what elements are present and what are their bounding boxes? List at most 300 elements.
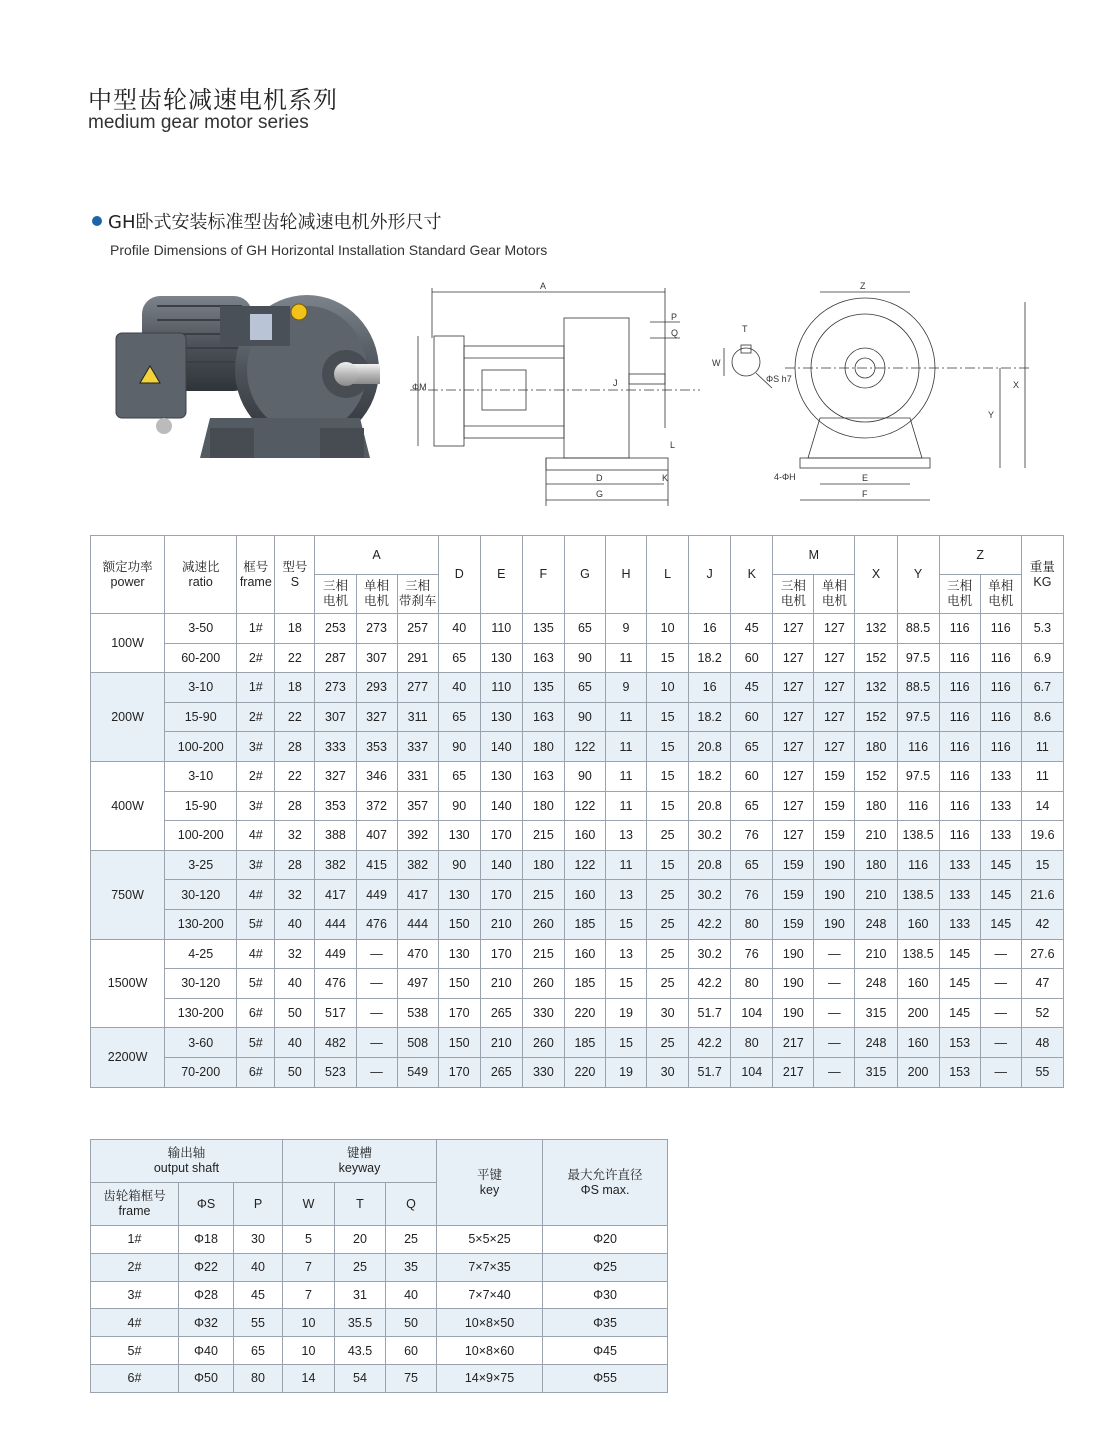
- table-cell: 116: [980, 643, 1021, 673]
- table-cell: 110: [480, 614, 522, 644]
- table-cell: 60: [386, 1337, 437, 1365]
- table-cell: 48: [1021, 1028, 1063, 1058]
- table-cell: 1#: [237, 614, 275, 644]
- table-cell: 307: [356, 643, 397, 673]
- table-cell: 170: [480, 880, 522, 910]
- table-cell: 287: [315, 643, 356, 673]
- table-cell: 19: [605, 1057, 646, 1087]
- table-cell: 538: [397, 998, 438, 1028]
- table-cell: 35: [386, 1253, 437, 1281]
- table-cell: 122: [564, 850, 605, 880]
- table-cell: 42.2: [689, 969, 731, 999]
- table-cell: 180: [522, 732, 564, 762]
- svg-text:D: D: [596, 473, 603, 483]
- table-cell: —: [356, 939, 397, 969]
- table-cell: —: [980, 1057, 1021, 1087]
- table-cell: 65: [731, 850, 773, 880]
- table-cell: 4#: [91, 1309, 179, 1337]
- table-cell: 145: [980, 850, 1021, 880]
- header-t: T: [335, 1183, 386, 1226]
- table-cell: 25: [647, 909, 689, 939]
- table-cell: Φ28: [179, 1281, 234, 1309]
- svg-text:W: W: [712, 358, 721, 368]
- table-cell: 417: [397, 880, 438, 910]
- svg-text:G: G: [596, 489, 604, 499]
- table-cell: 18: [275, 614, 315, 644]
- table-cell: 417: [315, 880, 356, 910]
- table-cell: 15: [647, 732, 689, 762]
- table-cell: 150: [438, 909, 480, 939]
- table-row: [91, 1309, 668, 1337]
- header-j: J: [689, 536, 731, 614]
- table-cell: 132: [855, 673, 897, 703]
- table-cell: 150: [438, 969, 480, 999]
- header-a-sub: 三相 带刹车: [397, 575, 438, 614]
- table-cell: 190: [773, 969, 814, 999]
- table-cell: 1#: [91, 1226, 179, 1254]
- table-cell: 327: [315, 761, 356, 791]
- table-cell: 40: [275, 909, 315, 939]
- table-cell: 65: [438, 702, 480, 732]
- table-cell: 60-200: [165, 643, 237, 673]
- table-cell: 54: [335, 1364, 386, 1392]
- table-cell: 40: [275, 969, 315, 999]
- table-cell: 132: [855, 614, 897, 644]
- table-cell: 449: [315, 939, 356, 969]
- svg-text:E: E: [862, 473, 869, 483]
- table-cell: 3#: [237, 850, 275, 880]
- table-cell: 152: [855, 643, 897, 673]
- table-cell: Φ25: [543, 1253, 668, 1281]
- table-row: [91, 998, 1064, 1028]
- table-cell: 215: [522, 821, 564, 851]
- table-cell: —: [814, 939, 855, 969]
- table-cell: 260: [522, 909, 564, 939]
- table-cell: 14×9×75: [437, 1364, 543, 1392]
- table-cell: 110: [480, 673, 522, 703]
- table-row: [91, 702, 1064, 732]
- table-cell: —: [814, 969, 855, 999]
- table-cell: 116: [939, 761, 980, 791]
- table-cell: 517: [315, 998, 356, 1028]
- table-cell: 170: [438, 1057, 480, 1087]
- table-cell: 291: [397, 643, 438, 673]
- table-cell: 20.8: [689, 850, 731, 880]
- table-cell: 50: [386, 1309, 437, 1337]
- table-cell: 15: [605, 1028, 646, 1058]
- table-cell: 497: [397, 969, 438, 999]
- table-cell: 19.6: [1021, 821, 1063, 851]
- table-cell: 382: [315, 850, 356, 880]
- table-cell: 170: [438, 998, 480, 1028]
- table-cell: 7×7×40: [437, 1281, 543, 1309]
- table-cell: 185: [564, 1028, 605, 1058]
- table-cell: 10: [283, 1309, 335, 1337]
- table-cell: —: [356, 1028, 397, 1058]
- table-row: [91, 643, 1064, 673]
- table-cell: 7: [283, 1253, 335, 1281]
- table-cell: 30-120: [165, 880, 237, 910]
- table-cell: 15: [605, 969, 646, 999]
- table-cell: 130-200: [165, 909, 237, 939]
- table-cell: 15: [647, 702, 689, 732]
- table-cell: 9: [605, 614, 646, 644]
- header-d: D: [438, 536, 480, 614]
- table-cell: Φ55: [543, 1364, 668, 1392]
- table-cell: —: [980, 939, 1021, 969]
- table-cell: 65: [438, 761, 480, 791]
- table-cell: 30: [647, 1057, 689, 1087]
- table-cell: 42.2: [689, 909, 731, 939]
- table-row: [91, 939, 1064, 969]
- table-cell: 190: [773, 939, 814, 969]
- table-cell: 6#: [91, 1364, 179, 1392]
- table-cell: 15-90: [165, 791, 237, 821]
- table-cell: 31: [335, 1281, 386, 1309]
- table-cell: 180: [855, 850, 897, 880]
- table-cell: 127: [773, 761, 814, 791]
- table-cell: 327: [356, 702, 397, 732]
- table-cell: 116: [980, 702, 1021, 732]
- table-row: [91, 1253, 668, 1281]
- table-cell: 215: [522, 939, 564, 969]
- table-cell: 3-10: [165, 673, 237, 703]
- table-cell: 40: [438, 614, 480, 644]
- table-cell: 52: [1021, 998, 1063, 1028]
- header-p: P: [234, 1183, 283, 1226]
- svg-text:ΦS h7: ΦS h7: [766, 374, 792, 384]
- table-cell: 127: [773, 614, 814, 644]
- table-cell: 210: [855, 821, 897, 851]
- svg-text:Z: Z: [860, 281, 866, 291]
- table-cell: 14: [1021, 791, 1063, 821]
- table-cell: 90: [438, 732, 480, 762]
- table-cell: 51.7: [689, 998, 731, 1028]
- table-cell: 3#: [237, 791, 275, 821]
- table-cell: 145: [939, 969, 980, 999]
- table-cell: 40: [386, 1281, 437, 1309]
- table-cell: 133: [939, 850, 980, 880]
- table-cell: 331: [397, 761, 438, 791]
- table-cell: 6#: [237, 1057, 275, 1087]
- header-ratio: 减速比 ratio: [165, 536, 237, 614]
- header-a: A: [315, 536, 438, 575]
- table-cell: 127: [773, 643, 814, 673]
- table-cell: 3-60: [165, 1028, 237, 1058]
- table-cell: 50: [275, 998, 315, 1028]
- table-cell: 25: [386, 1226, 437, 1254]
- svg-text:Y: Y: [988, 410, 995, 420]
- table-cell: 10: [283, 1337, 335, 1365]
- table-cell: 40: [438, 673, 480, 703]
- table-cell: 30.2: [689, 880, 731, 910]
- table-cell: 133: [980, 821, 1021, 851]
- table-cell: 19: [605, 998, 646, 1028]
- table-cell: 116: [939, 614, 980, 644]
- table-cell: 265: [480, 998, 522, 1028]
- power-cell: 400W: [91, 761, 165, 850]
- header-z-sub: 单相 电机: [980, 575, 1021, 614]
- svg-text:4-ΦH: 4-ΦH: [774, 472, 796, 482]
- table-cell: 50: [275, 1057, 315, 1087]
- table-row: [91, 909, 1064, 939]
- table-cell: 145: [980, 880, 1021, 910]
- table-cell: 159: [814, 791, 855, 821]
- table-cell: 330: [522, 1057, 564, 1087]
- table-cell: 160: [564, 880, 605, 910]
- table-cell: 190: [814, 850, 855, 880]
- table-cell: 75: [386, 1364, 437, 1392]
- table-row: [91, 614, 1064, 644]
- table-cell: 382: [397, 850, 438, 880]
- table-cell: 76: [731, 821, 773, 851]
- table-cell: Φ20: [543, 1226, 668, 1254]
- table-cell: 265: [480, 1057, 522, 1087]
- header-weight: 重量 KG: [1021, 536, 1063, 614]
- table-cell: 25: [647, 939, 689, 969]
- header-m-sub: 三相 电机: [773, 575, 814, 614]
- table-cell: 60: [731, 761, 773, 791]
- table-cell: 152: [855, 702, 897, 732]
- table-cell: 127: [814, 614, 855, 644]
- table-cell: 11: [605, 791, 646, 821]
- table-cell: 307: [315, 702, 356, 732]
- table-cell: 11: [605, 702, 646, 732]
- table-cell: 7×7×35: [437, 1253, 543, 1281]
- table-cell: 15: [605, 909, 646, 939]
- table-cell: Φ50: [179, 1364, 234, 1392]
- table-cell: —: [356, 998, 397, 1028]
- table-cell: 135: [522, 614, 564, 644]
- table-cell: 130: [438, 880, 480, 910]
- table-row: [91, 1057, 1064, 1087]
- table-cell: 11: [1021, 732, 1063, 762]
- table-cell: 315: [855, 998, 897, 1028]
- table-cell: 42: [1021, 909, 1063, 939]
- table-cell: 140: [480, 850, 522, 880]
- table-cell: 140: [480, 732, 522, 762]
- table-cell: 97.5: [897, 702, 939, 732]
- table-cell: 159: [814, 761, 855, 791]
- table-cell: 4#: [237, 821, 275, 851]
- table-cell: 25: [647, 880, 689, 910]
- table-cell: 210: [480, 1028, 522, 1058]
- table-row: [91, 732, 1064, 762]
- table-cell: 18: [275, 673, 315, 703]
- table-cell: 11: [605, 850, 646, 880]
- table-cell: 153: [939, 1028, 980, 1058]
- table-cell: 260: [522, 969, 564, 999]
- table-cell: 5#: [91, 1337, 179, 1365]
- table-cell: 22: [275, 643, 315, 673]
- table-cell: 11: [605, 761, 646, 791]
- table-cell: 127: [773, 732, 814, 762]
- table-cell: 127: [773, 821, 814, 851]
- table-row: [91, 969, 1064, 999]
- table-row: [91, 761, 1064, 791]
- table-cell: 159: [814, 821, 855, 851]
- power-cell: 2200W: [91, 1028, 165, 1087]
- table-cell: 260: [522, 1028, 564, 1058]
- table-cell: 30: [647, 998, 689, 1028]
- table-cell: 392: [397, 821, 438, 851]
- gear-motor-photo: [102, 278, 387, 468]
- table-cell: 311: [397, 702, 438, 732]
- table-cell: 11: [605, 643, 646, 673]
- table-cell: 35.5: [335, 1309, 386, 1337]
- table-cell: 180: [855, 791, 897, 821]
- table-cell: 65: [564, 614, 605, 644]
- table-cell: 104: [731, 998, 773, 1028]
- table-cell: 13: [605, 880, 646, 910]
- table-cell: 10: [647, 673, 689, 703]
- table-cell: 444: [397, 909, 438, 939]
- table-cell: 248: [855, 1028, 897, 1058]
- table-cell: 55: [234, 1309, 283, 1337]
- table-cell: 100-200: [165, 732, 237, 762]
- table-cell: 159: [773, 880, 814, 910]
- table-cell: 273: [356, 614, 397, 644]
- table-cell: 28: [275, 791, 315, 821]
- table-row: [91, 850, 1064, 880]
- table-cell: —: [980, 998, 1021, 1028]
- table-cell: 210: [480, 969, 522, 999]
- table-cell: 116: [939, 732, 980, 762]
- table-cell: 80: [234, 1364, 283, 1392]
- table-cell: 45: [731, 673, 773, 703]
- table-cell: 116: [897, 791, 939, 821]
- table-cell: 127: [773, 673, 814, 703]
- table-cell: 200: [897, 1057, 939, 1087]
- table-cell: 116: [939, 791, 980, 821]
- table-cell: 185: [564, 969, 605, 999]
- table-cell: 160: [564, 939, 605, 969]
- table-cell: 163: [522, 702, 564, 732]
- table-cell: 127: [814, 702, 855, 732]
- table-cell: Φ22: [179, 1253, 234, 1281]
- table-cell: 65: [234, 1337, 283, 1365]
- header-h: H: [605, 536, 646, 614]
- table-cell: 127: [814, 673, 855, 703]
- table-cell: 293: [356, 673, 397, 703]
- table-cell: 22: [275, 702, 315, 732]
- table-cell: 190: [773, 998, 814, 1028]
- table-cell: 217: [773, 1028, 814, 1058]
- svg-text:K: K: [662, 473, 669, 483]
- header-f: F: [522, 536, 564, 614]
- table-cell: 444: [315, 909, 356, 939]
- svg-text:L: L: [670, 440, 676, 450]
- table-cell: 21.6: [1021, 880, 1063, 910]
- table-cell: 88.5: [897, 614, 939, 644]
- table-cell: 28: [275, 850, 315, 880]
- table-cell: 160: [897, 909, 939, 939]
- table-cell: Φ35: [543, 1309, 668, 1337]
- table-cell: 2#: [237, 761, 275, 791]
- table-cell: 160: [897, 1028, 939, 1058]
- header-x: X: [855, 536, 897, 614]
- table-cell: 122: [564, 732, 605, 762]
- table-cell: 160: [897, 969, 939, 999]
- shaft-section-drawing: [710, 318, 790, 398]
- table-cell: 210: [480, 909, 522, 939]
- table-cell: 476: [356, 909, 397, 939]
- table-cell: 138.5: [897, 821, 939, 851]
- table-cell: 3-10: [165, 761, 237, 791]
- table-cell: 6.9: [1021, 643, 1063, 673]
- table-cell: 20: [335, 1226, 386, 1254]
- table-cell: 388: [315, 821, 356, 851]
- table-cell: 5#: [237, 969, 275, 999]
- table-cell: 153: [939, 1057, 980, 1087]
- header-key: 平键 key: [437, 1140, 543, 1226]
- table-cell: 70-200: [165, 1057, 237, 1087]
- table-cell: 80: [731, 969, 773, 999]
- table-cell: 47: [1021, 969, 1063, 999]
- section-subtitle: Profile Dimensions of GH Horizontal Installation Standard Gear Motors: [110, 242, 548, 258]
- header-z-sub: 三相 电机: [939, 575, 980, 614]
- table-cell: 8.6: [1021, 702, 1063, 732]
- table-cell: 6#: [237, 998, 275, 1028]
- table-cell: 2#: [237, 702, 275, 732]
- svg-text:Q: Q: [671, 328, 679, 338]
- table-cell: 97.5: [897, 761, 939, 791]
- table-cell: 10: [647, 614, 689, 644]
- table-cell: 273: [315, 673, 356, 703]
- table-cell: 30-120: [165, 969, 237, 999]
- table-cell: 76: [731, 880, 773, 910]
- header-max-diameter: 最大允许直径 ΦS max.: [543, 1140, 668, 1226]
- table-cell: 170: [480, 939, 522, 969]
- table-cell: —: [814, 1057, 855, 1087]
- table-row: [91, 821, 1064, 851]
- table-cell: 80: [731, 909, 773, 939]
- table-cell: 4#: [237, 939, 275, 969]
- svg-text:F: F: [862, 489, 868, 499]
- table-cell: 3#: [91, 1281, 179, 1309]
- table-cell: 330: [522, 998, 564, 1028]
- table-cell: 163: [522, 761, 564, 791]
- side-view-drawing: [410, 278, 710, 506]
- table-cell: —: [814, 998, 855, 1028]
- table-cell: 135: [522, 673, 564, 703]
- table-row: [91, 1364, 668, 1392]
- table-cell: 10×8×60: [437, 1337, 543, 1365]
- table-cell: 32: [275, 939, 315, 969]
- table-cell: 159: [773, 909, 814, 939]
- table-cell: 210: [855, 880, 897, 910]
- header-model: 型号 S: [275, 536, 315, 614]
- table-cell: 407: [356, 821, 397, 851]
- table-cell: 13: [605, 939, 646, 969]
- header-a-sub: 单相 电机: [356, 575, 397, 614]
- table-cell: 88.5: [897, 673, 939, 703]
- table-cell: 90: [438, 791, 480, 821]
- table-cell: 353: [315, 791, 356, 821]
- table-cell: 97.5: [897, 643, 939, 673]
- table-cell: 25: [647, 1028, 689, 1058]
- table-cell: 43.5: [335, 1337, 386, 1365]
- table-cell: 55: [1021, 1057, 1063, 1087]
- table-cell: 248: [855, 969, 897, 999]
- table-cell: 215: [522, 880, 564, 910]
- table-cell: 145: [939, 939, 980, 969]
- table-cell: 14: [283, 1364, 335, 1392]
- header-g: G: [564, 536, 605, 614]
- power-cell: 200W: [91, 673, 165, 762]
- table-cell: 116: [939, 643, 980, 673]
- table-cell: 20.8: [689, 791, 731, 821]
